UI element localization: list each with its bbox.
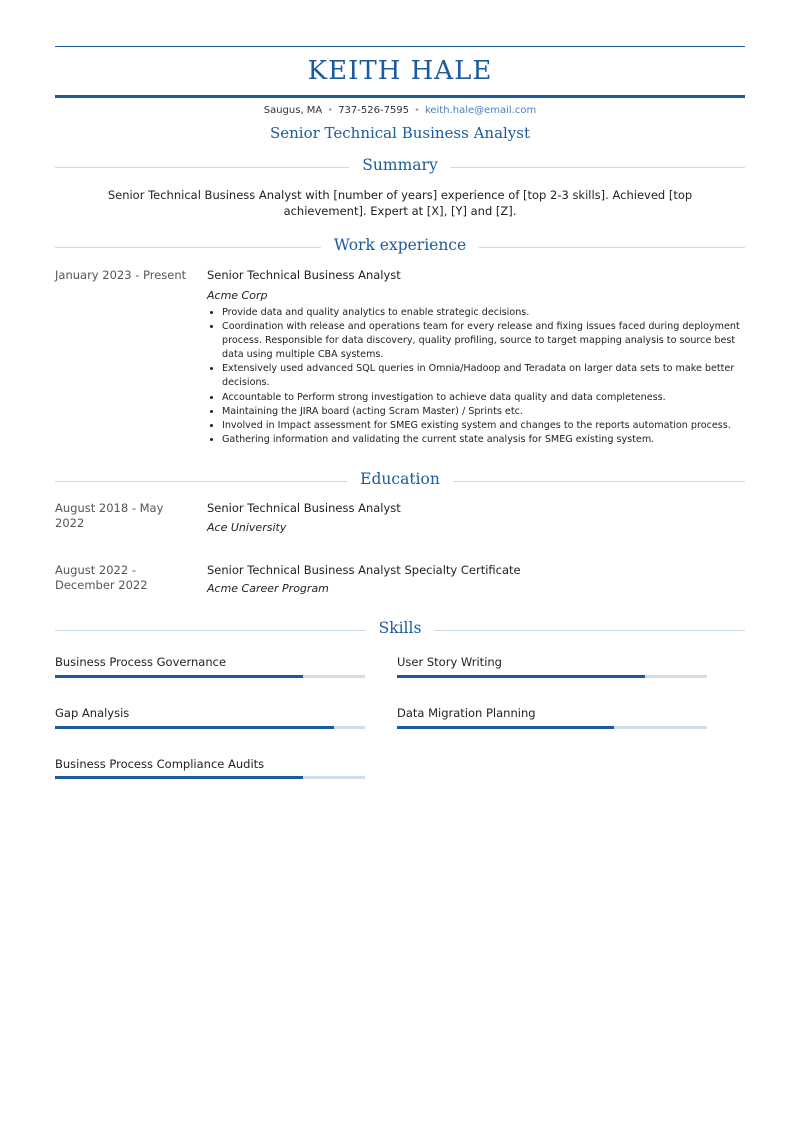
work-title: Senior Technical Business Analyst	[207, 268, 401, 282]
skill-name: User Story Writing	[397, 655, 502, 669]
header-top-rule	[55, 46, 745, 47]
skill-bar	[397, 726, 707, 729]
education-title: Senior Technical Business Analyst Specialty Certificate	[207, 563, 521, 577]
work-date: January 2023 - Present	[55, 268, 187, 282]
section-title: Skills	[366, 619, 435, 637]
education-title: Senior Technical Business Analyst	[207, 501, 401, 515]
skill-bar-fill	[55, 675, 303, 678]
skill-name: Business Process Compliance Audits	[55, 757, 265, 771]
list-item: • Gathering information and validating the current state analysis for SMEG existing system.	[222, 433, 750, 447]
section-title: Education	[347, 470, 453, 488]
education-school: Ace University	[207, 521, 287, 534]
separator-dot: •	[327, 105, 334, 116]
list-item: • Provide data and quality analytics to enable strategic decisions.	[222, 306, 750, 320]
education-school: Acme Career Program	[207, 582, 329, 595]
separator-dot: •	[414, 105, 420, 116]
email-link[interactable]: keith.hale@email.com	[424, 105, 537, 116]
skill-bar	[55, 726, 365, 729]
candidate-name: KEITH HALE	[307, 56, 493, 86]
skill-name: Business Process Governance	[55, 655, 227, 669]
list-item: • Maintaining the JIRA board (acting Scram Master) / Sprints etc.	[222, 405, 750, 419]
phone: 737-526-7595	[338, 105, 410, 116]
skill-bar-fill	[397, 675, 645, 678]
header-bottom-rule	[55, 95, 745, 98]
section-summary-heading	[55, 156, 745, 178]
skill-bar-fill	[55, 776, 303, 779]
section-education-heading	[55, 470, 745, 492]
education-date: August 2018 - May 2022	[55, 501, 164, 530]
skill-name: Data Migration Planning	[397, 706, 536, 720]
location: Saugus, MA	[263, 105, 323, 116]
list-item: • Accountable to Perform strong investigation to achieve data quality and data completeness.	[222, 391, 750, 405]
skill-bar	[55, 675, 365, 678]
contact-line	[0, 105, 800, 116]
work-company: Acme Corp	[207, 289, 268, 302]
list-item: • Coordination with release and operations team for every release and fixing issues faced during deployment process. Responsible for data discovery, quality profiling, source to target mapping analysis to source best data using multiple CBA systems.	[222, 320, 750, 362]
skill-bar	[397, 675, 707, 678]
skill-name: Gap Analysis	[55, 706, 130, 720]
section-work-heading	[55, 236, 745, 258]
job-headline: Senior Technical Business Analyst	[269, 124, 531, 142]
education-date: August 2022 - December 2022	[55, 563, 148, 592]
list-item: • Involved in Impact assessment for SMEG existing system and changes to the reports automation process.	[222, 419, 750, 433]
skill-bar	[55, 776, 365, 779]
work-bullets	[207, 306, 750, 447]
summary-text: Senior Technical Business Analyst with [number of years] experience of [top 2-3 skills]. Achieved [top achievement]. Expert at [X], [Y] and [Z].	[107, 188, 693, 218]
section-title: Summary	[349, 156, 450, 174]
skill-bar-fill	[397, 726, 614, 729]
skill-bar-fill	[55, 726, 334, 729]
section-skills-heading	[55, 619, 745, 641]
list-item: • Extensively used advanced SQL queries in Omnia/Hadoop and Teradata on larger data sets to make better decisions.	[222, 362, 750, 390]
section-title: Work experience	[321, 236, 479, 254]
